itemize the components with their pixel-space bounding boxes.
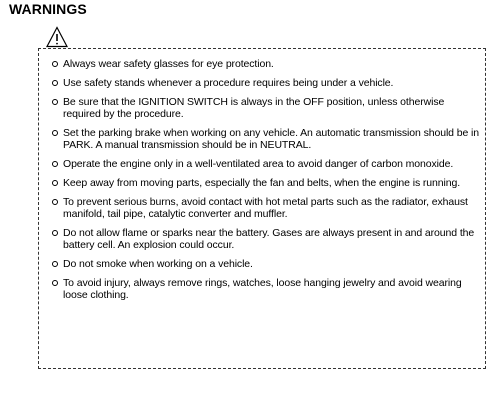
bullet-icon [52,161,58,167]
list-item [52,127,482,151]
list-item [52,277,482,301]
item-text: Use safety stands whenever a procedure requires being under a vehicle. [63,77,394,89]
bullet-icon [52,130,58,136]
item-text: Do not smoke when working on a vehicle. [63,258,253,270]
item-text: Do not allow flame or sparks near the battery. Gases are always present in and around the battery cell. An explosion could occur. [63,227,475,251]
item-text: To avoid injury, always remove rings, watches, loose hanging jewelry and avoid wearing loose clothing. [63,277,462,301]
bullet-icon [52,180,58,186]
item-text: Keep away from moving parts, especially the fan and belts, when the engine is running. [63,177,461,189]
list-item [52,227,482,251]
item-text: Set the parking brake when working on any vehicle. An automatic transmission should be in PARK. A manual transmission should be in NEUTRAL. [63,127,480,151]
warning-triangle-icon [46,26,68,48]
item-text: Operate the engine only in a well-ventilated area to avoid danger of carbon monoxide. [63,158,454,170]
list-item [52,77,482,89]
list-item [52,96,482,120]
bullet-icon [52,280,58,286]
item-text: To prevent serious burns, avoid contact with hot metal parts such as the radiator, exhaust manifold, tail pipe, catalytic converter and muffler. [63,196,468,220]
list-item [52,177,482,189]
bullet-icon [52,230,58,236]
list-item [52,58,482,70]
bullet-icon [52,99,58,105]
list-item [52,196,482,220]
warnings-list [52,58,482,308]
bullet-icon [52,61,58,67]
page-title: WARNINGS [9,1,87,17]
bullet-icon [52,199,58,205]
list-item [52,158,482,170]
item-text: Be sure that the IGNITION SWITCH is always in the OFF position, unless otherwise required by the procedure. [63,96,445,120]
list-item [52,258,482,270]
item-text: Always wear safety glasses for eye protection. [63,58,274,70]
bullet-icon [52,80,58,86]
bullet-icon [52,261,58,267]
